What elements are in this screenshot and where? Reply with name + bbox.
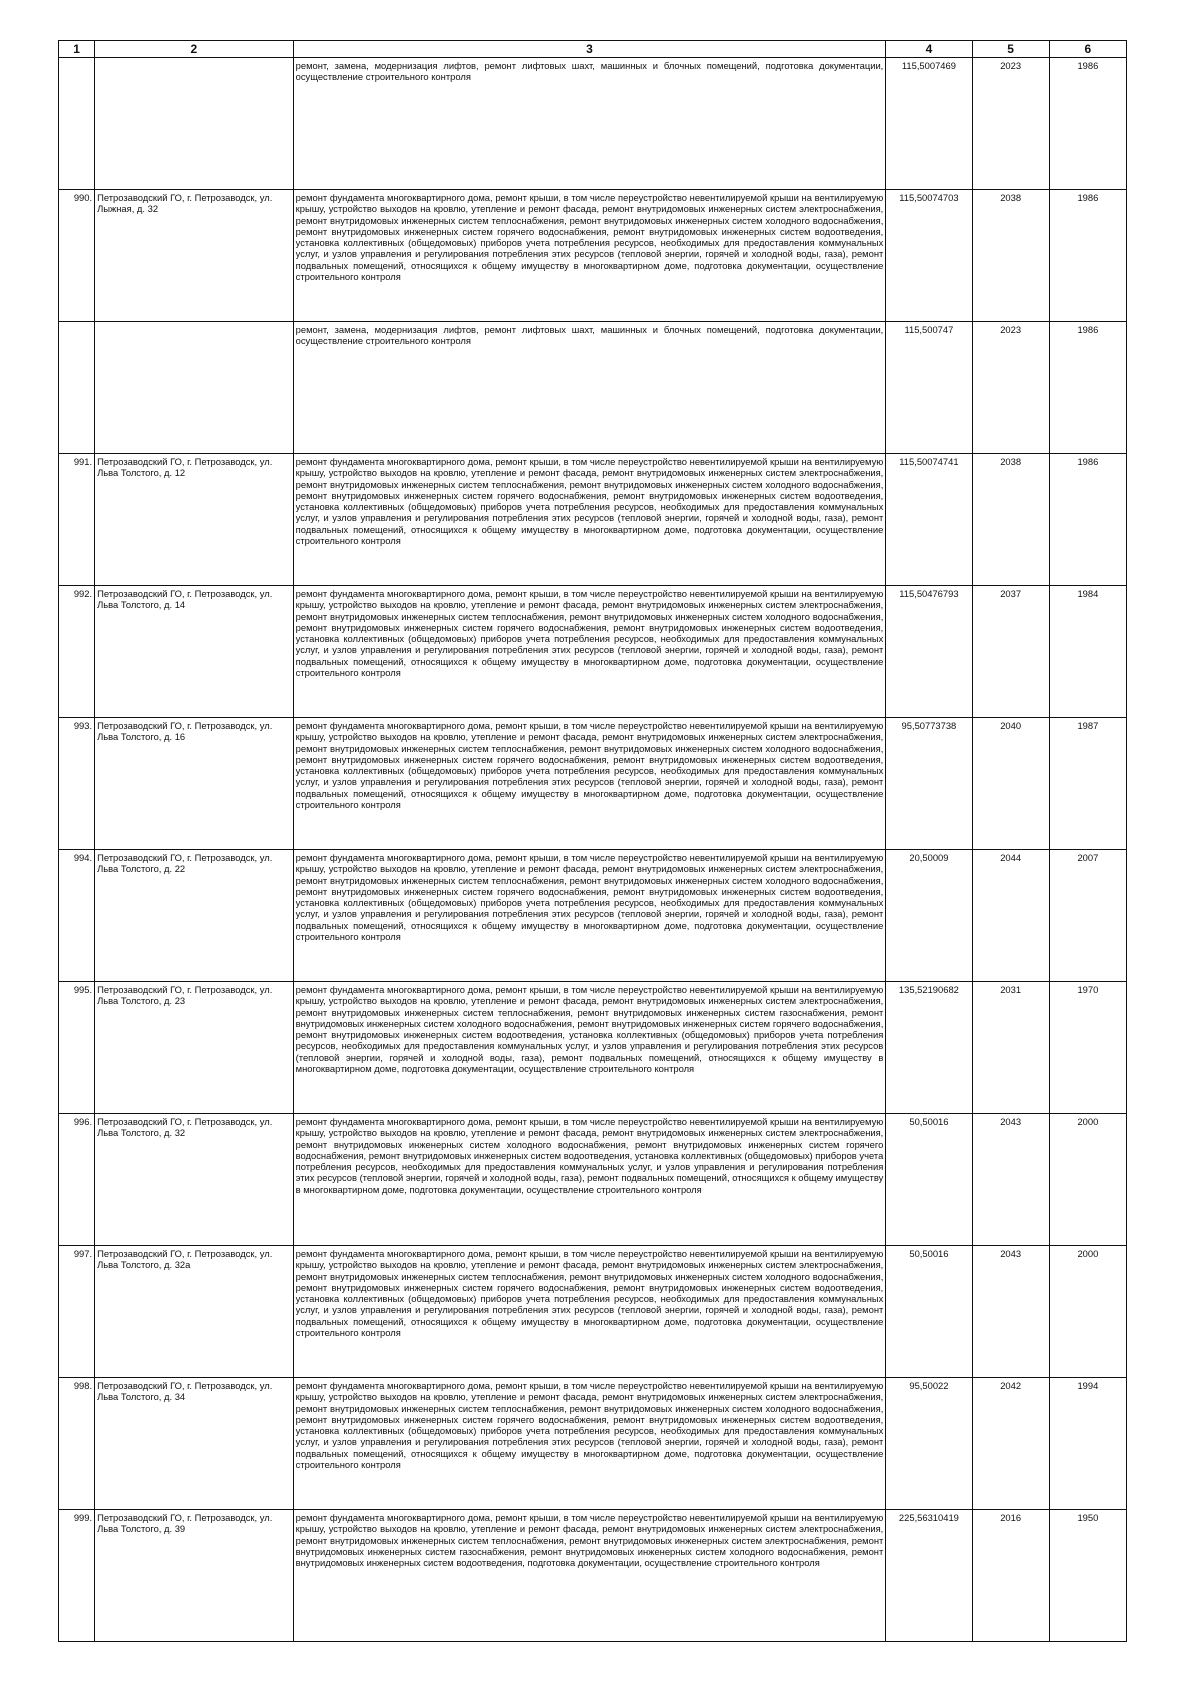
- table-row: [59, 58, 1127, 190]
- row-year: 2042: [972, 1378, 1049, 1510]
- row-work-description: ремонт фундамента многоквартирного дома, ремонт крыши, в том числе переустройство невентилируемой крыши на вентилируемую крышу, устройство выходов на кровлю, утепление и ремонт фасада, ремонт внутридомовых инженерных систем электроснабжения, ремонт внутридомовых инженерных систем теплоснабжения, ремонт внутридомовых инженерных систем газоснабжения, ремонт внутридомовых инженерных систем холодного водоснабжения, ремонт внутридомовых инженерных систем горячего водоснабжения, ремонт внутридомовых инженерных систем водоотведения, установка коллективных (общедомовых) приборов учета потребления ресурсов, необходимых для предоставления коммунальных услуг, и узлов управления и регулирования потребления этих ресурсов (тепловой энергии, горячей и холодной воды, газа), ремонт подвальных помещений, относящихся к общему имуществу в многоквартирном доме, подготовка документации, осуществление строительного контроля: [293, 982, 886, 1114]
- row-built-year: 2000: [1049, 1114, 1126, 1246]
- row-work-description: ремонт фундамента многоквартирного дома, ремонт крыши, в том числе переустройство невентилируемой крыши на вентилируемую крышу, устройство выходов на кровлю, утепление и ремонт фасада, ремонт внутридомовых инженерных систем электроснабжения, ремонт внутридомовых инженерных систем теплоснабжения, ремонт внутридомовых инженерных систем холодного водоснабжения, ремонт внутридомовых инженерных систем горячего водоснабжения, ремонт внутридомовых инженерных систем водоотведения, установка коллективных (общедомовых) приборов учета потребления ресурсов, необходимых для предоставления коммунальных услуг, и узлов управления и регулирования потребления этих ресурсов (тепловой энергии, горячей и холодной воды, газа), ремонт подвальных помещений, относящихся к общему имуществу в многоквартирном доме, подготовка документации, осуществление строительного контроля: [293, 586, 886, 718]
- row-work-description: ремонт фундамента многоквартирного дома, ремонт крыши, в том числе переустройство невентилируемой крыши на вентилируемую крышу, устройство выходов на кровлю, утепление и ремонт фасада, ремонт внутридомовых инженерных систем электроснабжения, ремонт внутридомовых инженерных систем теплоснабжения, ремонт внутридомовых инженерных систем холодного водоснабжения, ремонт внутридомовых инженерных систем горячего водоснабжения, ремонт внутридомовых инженерных систем водоотведения, установка коллективных (общедомовых) приборов учета потребления ресурсов, необходимых для предоставления коммунальных услуг, и узлов управления и регулирования потребления этих ресурсов (тепловой энергии, горячей и холодной воды, газа), ремонт подвальных помещений, относящихся к общему имуществу в многоквартирном доме, подготовка документации, осуществление строительного контроля: [293, 1378, 886, 1510]
- row-year: 2040: [972, 718, 1049, 850]
- row-cost: 115,50074741: [886, 454, 972, 586]
- row-cost: 20,50009: [886, 850, 972, 982]
- row-built-year: 2007: [1049, 850, 1126, 982]
- row-number: 994.: [59, 850, 95, 982]
- row-work-description: ремонт фундамента многоквартирного дома, ремонт крыши, в том числе переустройство невентилируемой крыши на вентилируемую крышу, устройство выходов на кровлю, утепление и ремонт фасада, ремонт внутридомовых инженерных систем электроснабжения, ремонт внутридомовых инженерных систем теплоснабжения, ремонт внутридомовых инженерных систем холодного водоснабжения, ремонт внутридомовых инженерных систем горячего водоснабжения, ремонт внутридомовых инженерных систем водоотведения, установка коллективных (общедомовых) приборов учета потребления ресурсов, необходимых для предоставления коммунальных услуг, и узлов управления и регулирования потребления этих ресурсов (тепловой энергии, горячей и холодной воды, газа), ремонт подвальных помещений, относящихся к общему имуществу в многоквартирном доме, подготовка документации, осуществление строительного контроля: [293, 850, 886, 982]
- header-row: [59, 41, 1127, 58]
- row-work-description: ремонт фундамента многоквартирного дома, ремонт крыши, в том числе переустройство невентилируемой крыши на вентилируемую крышу, устройство выходов на кровлю, утепление и ремонт фасада, ремонт внутридомовых инженерных систем электроснабжения, ремонт внутридомовых инженерных систем теплоснабжения, ремонт внутридомовых инженерных систем холодного водоснабжения, ремонт внутридомовых инженерных систем горячего водоснабжения, ремонт внутридомовых инженерных систем водоотведения, установка коллективных (общедомовых) приборов учета потребления ресурсов, необходимых для предоставления коммунальных услуг, и узлов управления и регулирования потребления этих ресурсов (тепловой энергии, горячей и холодной воды, газа), ремонт подвальных помещений, относящихся к общему имуществу в многоквартирном доме, подготовка документации, осуществление строительного контроля: [293, 454, 886, 586]
- row-address: Петрозаводский ГО, г. Петрозаводск, ул. Льва Толстого, д. 32а: [95, 1246, 294, 1378]
- row-work-description: ремонт фундамента многоквартирного дома, ремонт крыши, в том числе переустройство невентилируемой крыши на вентилируемую крышу, устройство выходов на кровлю, утепление и ремонт фасада, ремонт внутридомовых инженерных систем электроснабжения, ремонт внутридомовых инженерных систем теплоснабжения, ремонт внутридомовых инженерных систем холодного водоснабжения, ремонт внутридомовых инженерных систем горячего водоснабжения, ремонт внутридомовых инженерных систем водоотведения, установка коллективных (общедомовых) приборов учета потребления ресурсов, необходимых для предоставления коммунальных услуг, и узлов управления и регулирования потребления этих ресурсов (тепловой энергии, горячей и холодной воды, газа), ремонт подвальных помещений, относящихся к общему имуществу в многоквартирном доме, подготовка документации, осуществление строительного контроля: [293, 718, 886, 850]
- header-col-4: 4: [886, 41, 972, 58]
- table-row: [59, 190, 1127, 322]
- row-year: 2038: [972, 454, 1049, 586]
- row-year: 2023: [972, 58, 1049, 190]
- row-number: 996.: [59, 1114, 95, 1246]
- header-col-3: 3: [293, 41, 886, 58]
- row-year: 2044: [972, 850, 1049, 982]
- row-year: 2016: [972, 1510, 1049, 1642]
- row-number: 991.: [59, 454, 95, 586]
- header-col-5: 5: [972, 41, 1049, 58]
- row-cost: 135,52190682: [886, 982, 972, 1114]
- row-cost: 115,500747: [886, 322, 972, 454]
- row-work-description: ремонт фундамента многоквартирного дома, ремонт крыши, в том числе переустройство невентилируемой крыши на вентилируемую крышу, устройство выходов на кровлю, утепление и ремонт фасада, ремонт внутридомовых инженерных систем электроснабжения, ремонт внутридомовых инженерных систем теплоснабжения, ремонт внутридомовых инженерных систем холодного водоснабжения, ремонт внутридомовых инженерных систем горячего водоснабжения, ремонт внутридомовых инженерных систем водоотведения, установка коллективных (общедомовых) приборов учета потребления ресурсов, необходимых для предоставления коммунальных услуг, и узлов управления и регулирования потребления этих ресурсов (тепловой энергии, горячей и холодной воды, газа), ремонт подвальных помещений, относящихся к общему имуществу в многоквартирном доме, подготовка документации, осуществление строительного контроля: [293, 190, 886, 322]
- row-address: Петрозаводский ГО, г. Петрозаводск, ул. Льва Толстого, д. 34: [95, 1378, 294, 1510]
- row-built-year: 2000: [1049, 1246, 1126, 1378]
- row-built-year: 1984: [1049, 586, 1126, 718]
- table-row: [59, 586, 1127, 718]
- row-work-description: ремонт фундамента многоквартирного дома, ремонт крыши, в том числе переустройство невентилируемой крыши на вентилируемую крышу, устройство выходов на кровлю, утепление и ремонт фасада, ремонт внутридомовых инженерных систем электроснабжения, ремонт внутридомовых инженерных систем холодного водоснабжения, ремонт внутридомовых инженерных систем горячего водоснабжения, ремонт внутридомовых инженерных систем водоотведения, установка коллективных (общедомовых) приборов учета потребления ресурсов, необходимых для предоставления коммунальных услуг, и узлов управления и регулирования потребления этих ресурсов (тепловой энергии, горячей и холодной воды, газа), ремонт подвальных помещений, относящихся к общему имуществу в многоквартирном доме, подготовка документации, осуществление строительного контроля: [293, 1114, 886, 1246]
- table-row: [59, 1114, 1127, 1246]
- row-built-year: 1994: [1049, 1378, 1126, 1510]
- header-col-6: 6: [1049, 41, 1126, 58]
- row-built-year: 1950: [1049, 1510, 1126, 1642]
- row-number: 990.: [59, 190, 95, 322]
- table-row: [59, 1510, 1127, 1642]
- row-number: 995.: [59, 982, 95, 1114]
- row-number: 992.: [59, 586, 95, 718]
- row-address: Петрозаводский ГО, г. Петрозаводск, ул. Льва Толстого, д. 12: [95, 454, 294, 586]
- row-address: Петрозаводский ГО, г. Петрозаводск, ул. Льва Толстого, д. 39: [95, 1510, 294, 1642]
- table-row: [59, 1246, 1127, 1378]
- header-col-1: 1: [59, 41, 95, 58]
- row-work-description: ремонт, замена, модернизация лифтов, ремонт лифтовых шахт, машинных и блочных помещений, подготовка документации, осуществление строительного контроля: [293, 322, 886, 454]
- row-work-description: ремонт, замена, модернизация лифтов, ремонт лифтовых шахт, машинных и блочных помещений, подготовка документации, осуществление строительного контроля: [293, 58, 886, 190]
- row-address: [95, 58, 294, 190]
- table-row: [59, 718, 1127, 850]
- row-built-year: 1986: [1049, 454, 1126, 586]
- row-work-description: ремонт фундамента многоквартирного дома, ремонт крыши, в том числе переустройство невентилируемой крыши на вентилируемую крышу, устройство выходов на кровлю, утепление и ремонт фасада, ремонт внутридомовых инженерных систем электроснабжения, ремонт внутридомовых инженерных систем теплоснабжения, ремонт внутридомовых инженерных систем холодного водоснабжения, ремонт внутридомовых инженерных систем горячего водоснабжения, ремонт внутридомовых инженерных систем водоотведения, установка коллективных (общедомовых) приборов учета потребления ресурсов, необходимых для предоставления коммунальных услуг, и узлов управления и регулирования потребления этих ресурсов (тепловой энергии, горячей и холодной воды, газа), ремонт подвальных помещений, относящихся к общему имуществу в многоквартирном доме, подготовка документации, осуществление строительного контроля: [293, 1246, 886, 1378]
- row-cost: 95,50773738: [886, 718, 972, 850]
- row-cost: 115,50476793: [886, 586, 972, 718]
- row-address: Петрозаводский ГО, г. Петрозаводск, ул. Льва Толстого, д. 23: [95, 982, 294, 1114]
- row-number: [59, 58, 95, 190]
- row-cost: 115,5007469: [886, 58, 972, 190]
- row-cost: 50,50016: [886, 1246, 972, 1378]
- row-address: [95, 322, 294, 454]
- row-cost: 115,50074703: [886, 190, 972, 322]
- row-number: 999.: [59, 1510, 95, 1642]
- table-row: [59, 1378, 1127, 1510]
- row-number: 998.: [59, 1378, 95, 1510]
- row-number: 997.: [59, 1246, 95, 1378]
- row-built-year: 1987: [1049, 718, 1126, 850]
- row-work-description: ремонт фундамента многоквартирного дома, ремонт крыши, в том числе переустройство невентилируемой крыши на вентилируемую крышу, устройство выходов на кровлю, утепление и ремонт фасада, ремонт внутридомовых инженерных систем электроснабжения, ремонт внутридомовых инженерных систем теплоснабжения, ремонт внутридомовых инженерных систем электроснабжения, ремонт внутридомовых инженерных систем газоснабжения, ремонт внутридомовых инженерных систем холодного водоснабжения, ремонт внутридомовых инженерных систем водоотведения, подготовка документации, осуществление строительного контроля: [293, 1510, 886, 1642]
- row-built-year: 1986: [1049, 190, 1126, 322]
- table-row: [59, 850, 1127, 982]
- table-body: [59, 58, 1127, 1642]
- row-number: 993.: [59, 718, 95, 850]
- row-address: Петрозаводский ГО, г. Петрозаводск, ул. Льва Толстого, д. 32: [95, 1114, 294, 1246]
- row-built-year: 1986: [1049, 58, 1126, 190]
- header-col-2: 2: [95, 41, 294, 58]
- row-address: Петрозаводский ГО, г. Петрозаводск, ул. Льва Толстого, д. 22: [95, 850, 294, 982]
- table-row: [59, 322, 1127, 454]
- row-year: 2043: [972, 1114, 1049, 1246]
- row-year: 2037: [972, 586, 1049, 718]
- program-table: [58, 40, 1127, 1642]
- table-header: [59, 41, 1127, 58]
- table-row: [59, 982, 1127, 1114]
- row-number: [59, 322, 95, 454]
- row-built-year: 1970: [1049, 982, 1126, 1114]
- table-row: [59, 454, 1127, 586]
- row-address: Петрозаводский ГО, г. Петрозаводск, ул. Льва Толстого, д. 16: [95, 718, 294, 850]
- row-year: 2043: [972, 1246, 1049, 1378]
- row-cost: 50,50016: [886, 1114, 972, 1246]
- row-year: 2038: [972, 190, 1049, 322]
- row-cost: 95,50022: [886, 1378, 972, 1510]
- row-year: 2031: [972, 982, 1049, 1114]
- row-address: Петрозаводский ГО, г. Петрозаводск, ул. Льва Толстого, д. 14: [95, 586, 294, 718]
- row-address: Петрозаводский ГО, г. Петрозаводск, ул. Лыжная, д. 32: [95, 190, 294, 322]
- row-cost: 225,56310419: [886, 1510, 972, 1642]
- row-year: 2023: [972, 322, 1049, 454]
- row-built-year: 1986: [1049, 322, 1126, 454]
